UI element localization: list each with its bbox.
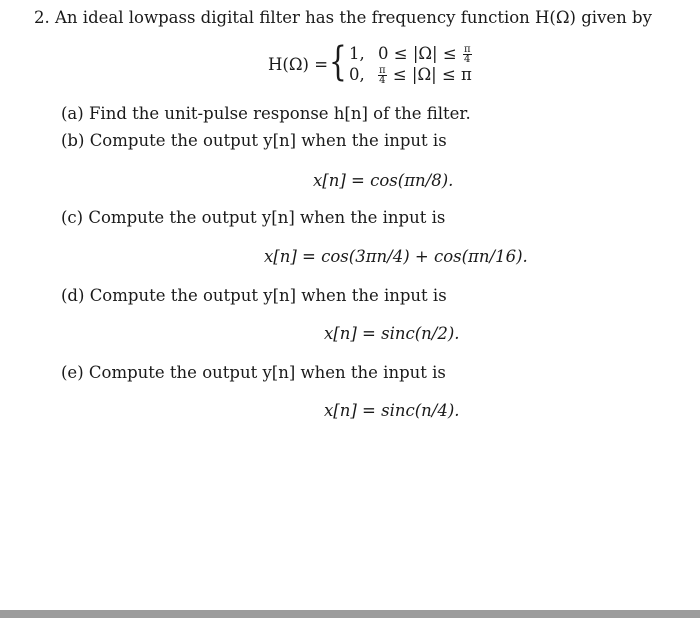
part-a xyxy=(61,104,471,124)
bottom-divider xyxy=(0,610,700,618)
part-d-label: (d) xyxy=(61,286,85,305)
case-2-fraction-den: 4 xyxy=(379,75,386,86)
part-c-label: (c) xyxy=(61,208,84,227)
part-a-label: (a) xyxy=(61,104,84,123)
part-a-text: Find the unit-pulse response h[n] of the filter. xyxy=(88,104,471,123)
part-e-text: Compute the output y[n] when the input is xyxy=(88,363,446,382)
piecewise-case-1 xyxy=(349,44,473,64)
part-e-equation: x[n] = sinc(n/4). xyxy=(324,401,460,420)
part-e xyxy=(61,363,446,383)
part-b-label: (b) xyxy=(61,131,85,150)
part-d-equation: x[n] = sinc(n/2). xyxy=(324,324,460,343)
case-1-fraction-num: π xyxy=(463,44,471,55)
problem-number: 2. xyxy=(34,8,50,27)
case-1-fraction-den: 4 xyxy=(464,54,471,65)
part-e-label: (e) xyxy=(61,363,84,382)
problem-statement xyxy=(34,8,652,28)
part-b-equation: x[n] = cos(πn/8). xyxy=(313,171,454,190)
case-2-fraction-num: π xyxy=(379,65,386,76)
case-2-condition: ≤ |Ω| ≤ π xyxy=(392,65,472,84)
part-c-text: Compute the output y[n] when the input is xyxy=(88,208,446,227)
case-2-value: 0, xyxy=(349,65,365,84)
part-c xyxy=(61,208,445,228)
problem-intro: An ideal lowpass digital filter has the frequency function H(Ω) given by xyxy=(55,8,652,27)
case-1-fraction xyxy=(463,45,472,64)
part-b xyxy=(61,131,447,151)
case-1-value: 1, xyxy=(349,44,365,63)
piecewise-brace: { xyxy=(329,39,347,85)
piecewise-case-2 xyxy=(349,65,472,85)
part-d-text: Compute the output y[n] when the input is xyxy=(89,286,447,305)
case-1-condition: 0 ≤ |Ω| ≤ xyxy=(378,44,457,63)
case-2-fraction xyxy=(378,66,387,85)
transfer-function-lhs: H(Ω) = xyxy=(268,55,329,74)
part-b-text: Compute the output y[n] when the input is xyxy=(89,131,447,150)
part-c-equation: x[n] = cos(3πn/4) + cos(πn/16). xyxy=(264,247,528,266)
part-d xyxy=(61,286,447,306)
